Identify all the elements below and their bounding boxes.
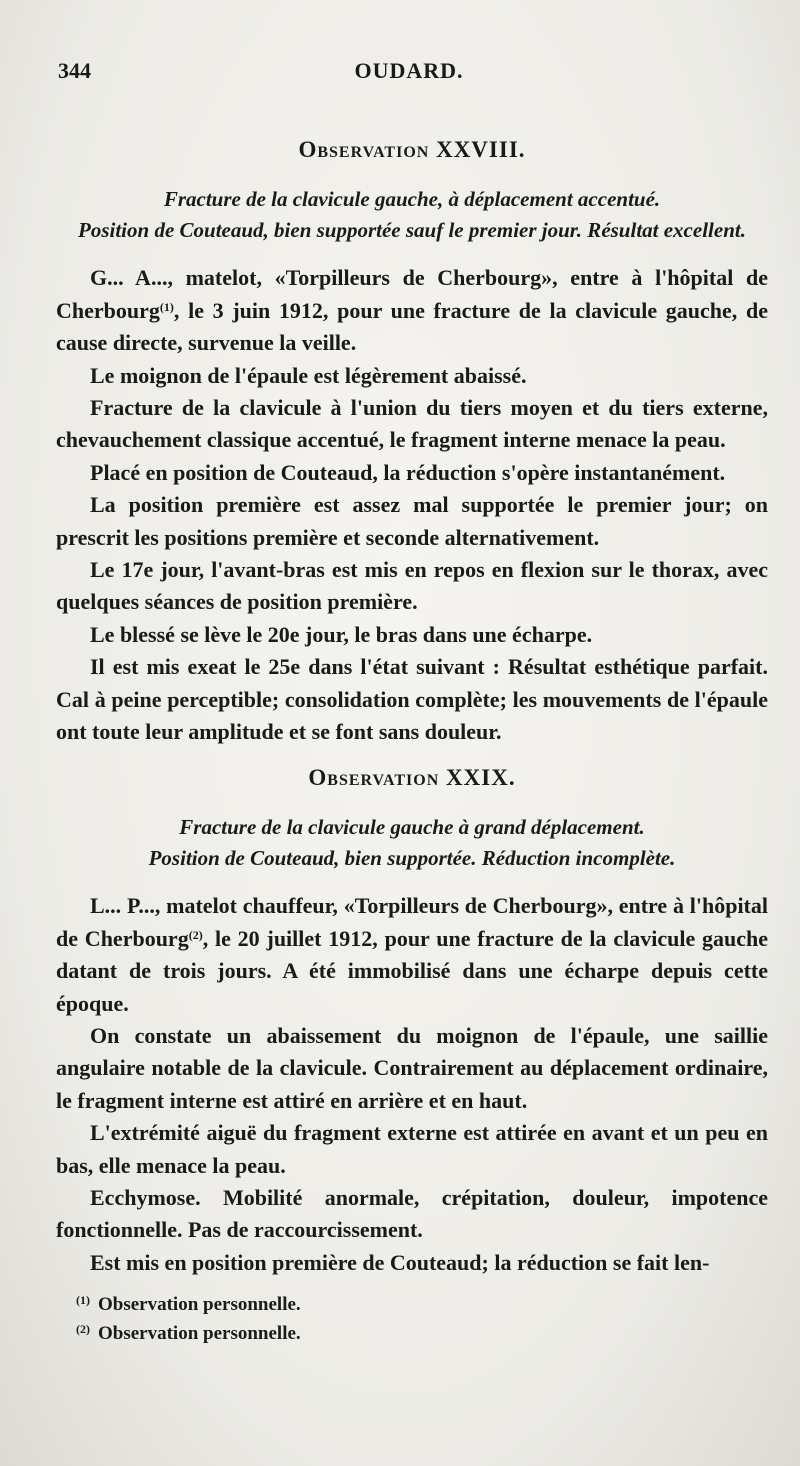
page-number: 344 (58, 58, 91, 83)
paragraph: On constate un abaissement du moignon de l'épaule, une saillie angulaire notable de la clavicule. Contrairement au déplacement ordinaire, le fragment interne est attiré en arrière et en haut. (56, 1023, 768, 1113)
paragraph: Le moignon de l'épaule est légèrement abaissé. (90, 362, 527, 388)
observation-title: Observation XXIX. (308, 765, 516, 790)
observation-subtitle: Fracture de la clavicule gauche, à déplacement accentué. (163, 187, 661, 212)
observation-subtitle: Fracture de la clavicule gauche à grand déplacement. (179, 815, 645, 840)
paragraph: L'extrémité aiguë du fragment externe est attirée en avant et un peu en bas, elle menace la peau. (56, 1120, 768, 1178)
paragraph: Ecchymose. Mobilité anormale, crépitation, douleur, impotence fonctionnelle. Pas de raccourcissement. (56, 1185, 768, 1243)
observation-29 (56, 762, 768, 1279)
paragraph: Le 17e jour, l'avant-bras est mis en repos en flexion sur le thorax, avec quelques séances de position première. (56, 557, 768, 615)
footnote: $^{(1)}$ Observation personnelle. (76, 1293, 301, 1315)
footnote: $^{(2)}$ Observation personnelle. (76, 1322, 301, 1344)
page-header (58, 58, 760, 94)
paragraph: Placé en position de Couteaud, la réduction s'opère instantanément. (90, 459, 726, 485)
footnotes (76, 1290, 301, 1348)
paragraph: Fracture de la clavicule à l'union du tiers moyen et du tiers externe, chevauchement classique accentué, le fragment interne menace la peau. (56, 395, 768, 453)
observation-28 (56, 134, 768, 749)
observation-subtitle: Position de Couteaud, bien supportée sauf le premier jour. Résultat excellent. (78, 218, 746, 243)
observation-subtitle: Position de Couteaud, bien supportée. Réduction incomplète. (148, 846, 676, 871)
running-title: OUDARD. (354, 58, 464, 83)
paragraph: G... A..., matelot, «Torpilleurs de Cherbourg», entre à l'hôpital de Cherbourg$^{(1)}$, le 3 juin 1912, pour une fracture de la clavicule gauche, de cause directe, survenue la veille. (56, 265, 768, 356)
paragraph: La position première est assez mal supportée le premier jour; on prescrit les positions première et seconde alternativement. (56, 492, 768, 550)
paragraph: L... P..., matelot chauffeur, «Torpilleurs de Cherbourg», entre à l'hôpital de Cherbourg$^{(2)}$, le 20 juillet 1912, pour une fracture de la clavicule gauche datant de trois jours. A été immobilisé dans une écharpe depuis cette époque. (56, 893, 769, 1016)
paragraph: Est mis en position première de Couteaud; la réduction se fait len- (90, 1249, 710, 1275)
paragraph: Le blessé se lève le 20e jour, le bras dans une écharpe. (90, 621, 593, 647)
footnote-ref: (2) (188, 927, 203, 942)
footnote-ref: (1) (159, 299, 174, 314)
paragraph: Il est mis exeat le 25e dans l'état suivant : Résultat esthétique parfait. Cal à peine perceptible; consolidation complète; les mouvements de l'épaule ont toute leur amplitude et se font sans douleur. (56, 654, 768, 745)
observation-title: Observation XXVIII. (298, 137, 526, 162)
